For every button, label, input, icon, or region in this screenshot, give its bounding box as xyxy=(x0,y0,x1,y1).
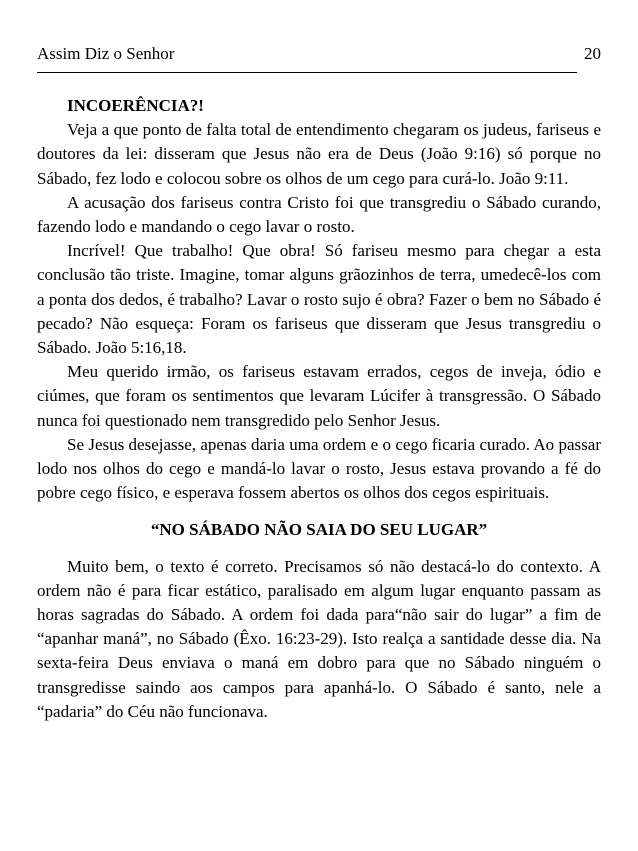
section-title-sabado: “NO SÁBADO NÃO SAIA DO SEU LUGAR” xyxy=(150,520,488,540)
running-header xyxy=(37,40,601,68)
paragraph-6: Muito bem, o texto é correto. Precisamos só não destacá-lo do contexto. A ordem não é para ficar estático, paralisado em algum lugar enquanto passam as horas sagradas do Sábado. A ordem foi dada para“não sair do lugar” a fim de “apanhar maná”, no Sábado (Êxo. 16:23-29). Isto realça a santidade desse dia. Na sexta-feira Deus enviava o maná em dobro para que no Sábado ninguém o transgredisse saindo aos campos para apanhá-lo. O Sábado é santo, nele a “padaria” do Céu não funcionava. xyxy=(37,556,601,721)
paragraph-5: Se Jesus desejasse, apenas daria uma ordem e o cego ficaria curado. Ao passar lodo nos olhos do cego e mandá-lo lavar o rosto, Jesus estava provando a fé do pobre cego físico, e esperava fossem abertos os olhos dos cegos espirituais. xyxy=(37,434,601,503)
document-page xyxy=(37,40,601,721)
paragraph-3: Incrível! Que trabalho! Que obra! Só fariseu mesmo para chegar a esta conclusão tão triste. Imagine, tomar alguns grãozinhos de terra, umedecê-los com a ponta dos dedos, é trabalho? Lavar o rosto sujo é obra? Fazer o bem no Sábado é pecado? Não esqueça: Foram os fariseus que disseram que Jesus transgrediu o Sábado. João 5:16,18. xyxy=(37,241,601,358)
section-title-incoerencia: INCOERÊNCIA?! xyxy=(67,96,204,115)
page-content xyxy=(37,94,601,724)
paragraph-2: A acusação dos fariseus contra Cristo foi que transgrediu o Sábado curando, fazendo lodo e mandando o cego lavar o rosto. xyxy=(37,192,601,237)
paragraph-1: Veja a que ponto de falta total de entendimento chegaram os judeus, fariseus e doutores da lei: disseram que Jesus não era de Deus (João 9:16) só porque no Sábado, fez lodo e colocou sobre os olhos de um cego para curá-lo. João 9:11. xyxy=(37,120,601,188)
page-number: 20 xyxy=(584,44,601,63)
header-rule xyxy=(37,72,577,73)
paragraph-4: Meu querido irmão, os fariseus estavam errados, cegos de inveja, ódio e ciúmes, que foram os sentimentos que levaram Lúcifer à transgressão. O Sábado nunca foi questionado nem transgredido pelo Senhor Jesus. xyxy=(37,362,601,430)
book-title: Assim Diz o Senhor xyxy=(37,44,175,63)
